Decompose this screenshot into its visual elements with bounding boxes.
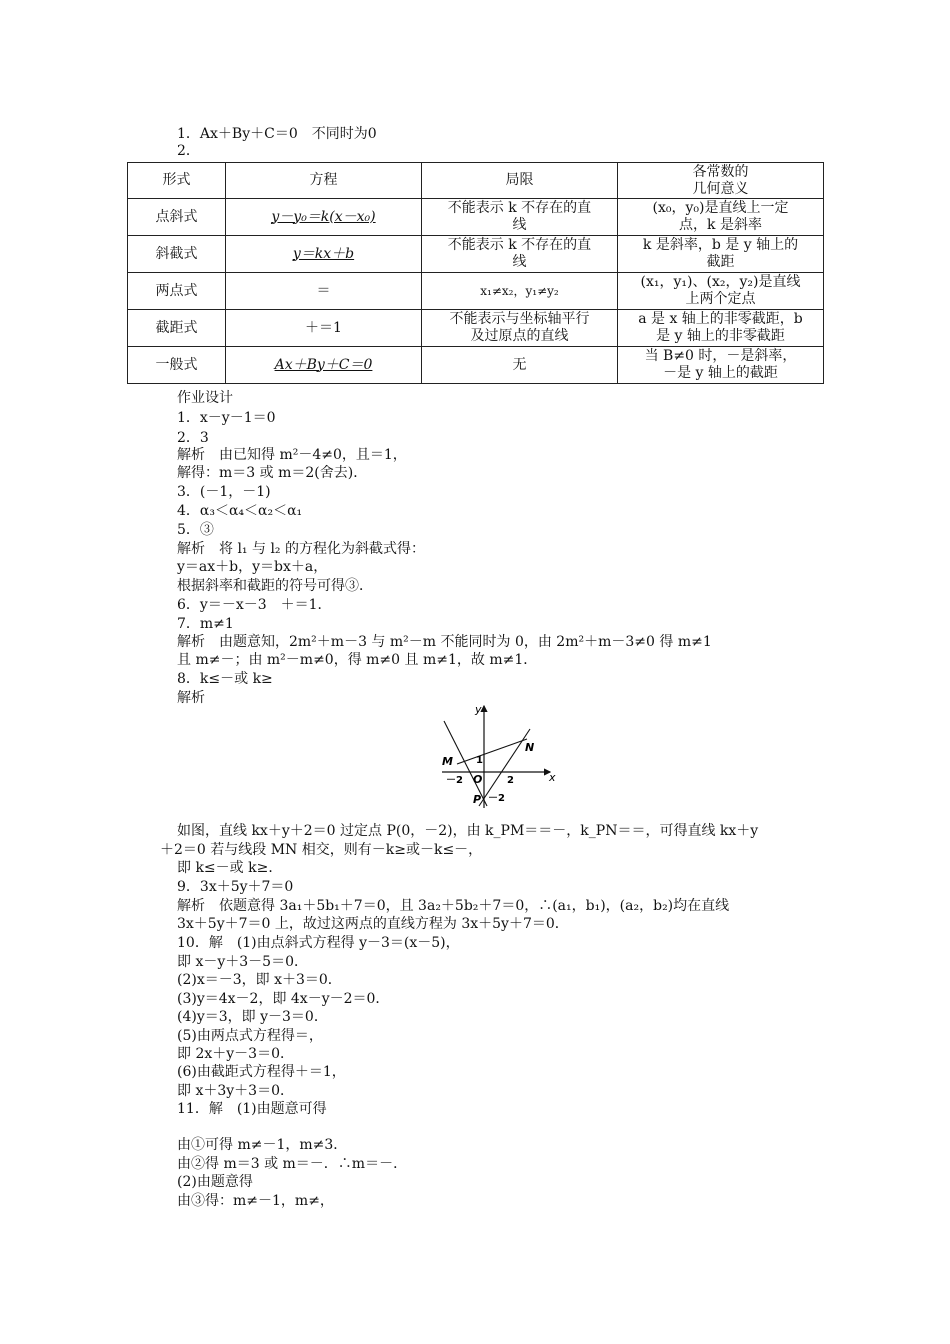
form-name-cell: 截距式 — [128, 310, 226, 347]
body-line: 3．(－1，－1) — [177, 484, 271, 500]
body-line: 解析 — [177, 690, 205, 706]
equation-text: Ax＋By＋C＝0 — [274, 356, 373, 373]
body-line: 2．3 — [177, 430, 209, 446]
axis-x-label: x — [549, 771, 556, 784]
body-line: 8．k≤－或 k≥ — [177, 671, 273, 687]
body-line: 解析 由已知得 m²－4≠0，且＝1， — [177, 447, 407, 463]
table-row — [128, 273, 824, 310]
body-line: 即 k≤－或 k≥． — [177, 860, 283, 876]
table-row — [128, 199, 824, 236]
point-n-label: N — [525, 741, 535, 754]
limitation-cell: 不能表示 k 不存在的直 线 — [422, 236, 618, 273]
table-row — [128, 236, 824, 273]
body-line: 9．3x＋5y＋7＝0 — [177, 879, 294, 895]
tick-label-y-1: 1 — [476, 755, 483, 766]
tick-label-x-2: 2 — [507, 775, 514, 786]
equation-text: y＝kx＋b — [292, 245, 355, 262]
equation-cell: ＝ — [226, 273, 422, 310]
header-cell: 局限 — [422, 163, 618, 199]
form-name-cell: 点斜式 — [128, 199, 226, 236]
tick-label-y-neg2: －2 — [488, 793, 505, 804]
body-line: 如图，直线 kx＋y＋2＝0 过定点 P(0，－2)，由 k_PM＝＝－，k_PN＝＝，可得直线 kx＋y — [177, 823, 759, 839]
body-line: y＝ax＋b，y＝bx＋a， — [177, 559, 328, 575]
meaning-cell: k 是斜率，b 是 y 轴上的 截距 — [618, 236, 824, 273]
table-row — [128, 310, 824, 347]
line-equation-forms-table — [127, 162, 824, 384]
body-line: (2)x＝－3，即 x＋3＝0． — [177, 972, 342, 988]
form-name-cell: 两点式 — [128, 273, 226, 310]
meaning-cell: (x₀，y₀)是直线上一定 点，k 是斜率 — [618, 199, 824, 236]
header-cell: 各常数的 几何意义 — [618, 163, 824, 199]
origin-label: O — [473, 773, 483, 786]
limitation-cell: 不能表示与坐标轴平行 及过原点的直线 — [422, 310, 618, 347]
header-cell: 形式 — [128, 163, 226, 199]
equation-text: y－y₀＝k(x－x₀) — [271, 208, 376, 225]
tick-label-x-neg2: －2 — [446, 775, 463, 786]
equation-cell — [226, 347, 422, 384]
intro-line-2: 2． — [177, 143, 200, 159]
meaning-cell: 当 B≠0 时，－是斜率， －是 y 轴上的截距 — [618, 347, 824, 384]
point-p-label: P — [473, 793, 482, 806]
body-line: (6)由截距式方程得＋＝1， — [177, 1064, 346, 1080]
body-line: 解析 将 l₁ 与 l₂ 的方程化为斜截式得： — [177, 541, 425, 557]
body-line: 4．α₃＜α₄＜α₂＜α₁ — [177, 503, 303, 519]
body-line: 且 m≠－；由 m²－m≠0，得 m≠0 且 m≠1，故 m≠1． — [177, 652, 538, 668]
equation-cell — [226, 199, 422, 236]
body-line: (2)由题意得 — [177, 1174, 253, 1190]
body-line: 根据斜率和截距的符号可得③． — [177, 578, 373, 594]
coordinate-figure — [438, 700, 562, 810]
body-line: 由②得 m＝3 或 m＝－．∴m＝－． — [177, 1156, 408, 1172]
body-line: 解析 由题意知，2m²＋m－3 与 m²－m 不能同时为 0，由 2m²＋m－3≠0 得 m≠1 — [177, 634, 712, 650]
body-line: 解得：m＝3 或 m＝2(舍去)． — [177, 465, 368, 481]
meaning-cell: (x₁，y₁)、(x₂，y₂)是直线 上两个定点 — [618, 273, 824, 310]
body-line: (4)y＝3，即 y－3＝0． — [177, 1009, 328, 1025]
body-line: 5．③ — [177, 522, 214, 538]
body-line: (5)由两点式方程得＝， — [177, 1028, 323, 1044]
equation-cell — [226, 236, 422, 273]
table-header-row — [128, 163, 824, 199]
form-name-cell: 斜截式 — [128, 236, 226, 273]
body-line: 即 2x＋y－3＝0． — [177, 1046, 294, 1062]
body-line: (3)y＝4x－2，即 4x－y－2＝0． — [177, 991, 390, 1007]
body-line: 3x＋5y＋7＝0 上，故过这两点的直线方程为 3x＋5y＋7＝0． — [177, 916, 569, 932]
limitation-cell: x₁≠x₂，y₁≠y₂ — [422, 273, 618, 310]
intro-line-1: 1．Ax＋By＋C＝0 不同时为0 — [177, 126, 377, 142]
body-line: 即 x＋3y＋3＝0． — [177, 1083, 294, 1099]
equation-cell: ＋＝1 — [226, 310, 422, 347]
body-line: 10．解 (1)由点斜式方程得 y－3＝(x－5)， — [177, 935, 460, 951]
body-line: 即 x－y＋3－5＝0． — [177, 954, 308, 970]
axis-y-label: y — [475, 703, 482, 716]
table-row — [128, 347, 824, 384]
body-line: 由①可得 m≠－1，m≠3． — [177, 1137, 348, 1153]
body-line: 作业设计 — [177, 390, 233, 406]
point-m-label: M — [442, 755, 453, 768]
body-line: ＋2＝0 若与线段 MN 相交，则有－k≥或－k≤－， — [160, 842, 483, 858]
limitation-cell: 无 — [422, 347, 618, 384]
meaning-cell: a 是 x 轴上的非零截距，b 是 y 轴上的非零截距 — [618, 310, 824, 347]
body-line: 11．解 (1)由题意可得 — [177, 1101, 327, 1117]
body-line: 由③得：m≠－1，m≠， — [177, 1193, 334, 1209]
body-line: 6．y＝－x－3 ＋＝1． — [177, 597, 332, 613]
limitation-cell: 不能表示 k 不存在的直 线 — [422, 199, 618, 236]
body-line: 1．x－y－1＝0 — [177, 410, 276, 426]
body-line: 解析 依题意得 3a₁＋5b₁＋7＝0，且 3a₂＋5b₂＋7＝0，∴(a₁，b₁)，(a₂，b₂)均在直线 — [177, 898, 730, 914]
header-cell: 方程 — [226, 163, 422, 199]
segment-mn — [457, 739, 527, 764]
body-line: 7．m≠1 — [177, 616, 234, 632]
form-name-cell: 一般式 — [128, 347, 226, 384]
